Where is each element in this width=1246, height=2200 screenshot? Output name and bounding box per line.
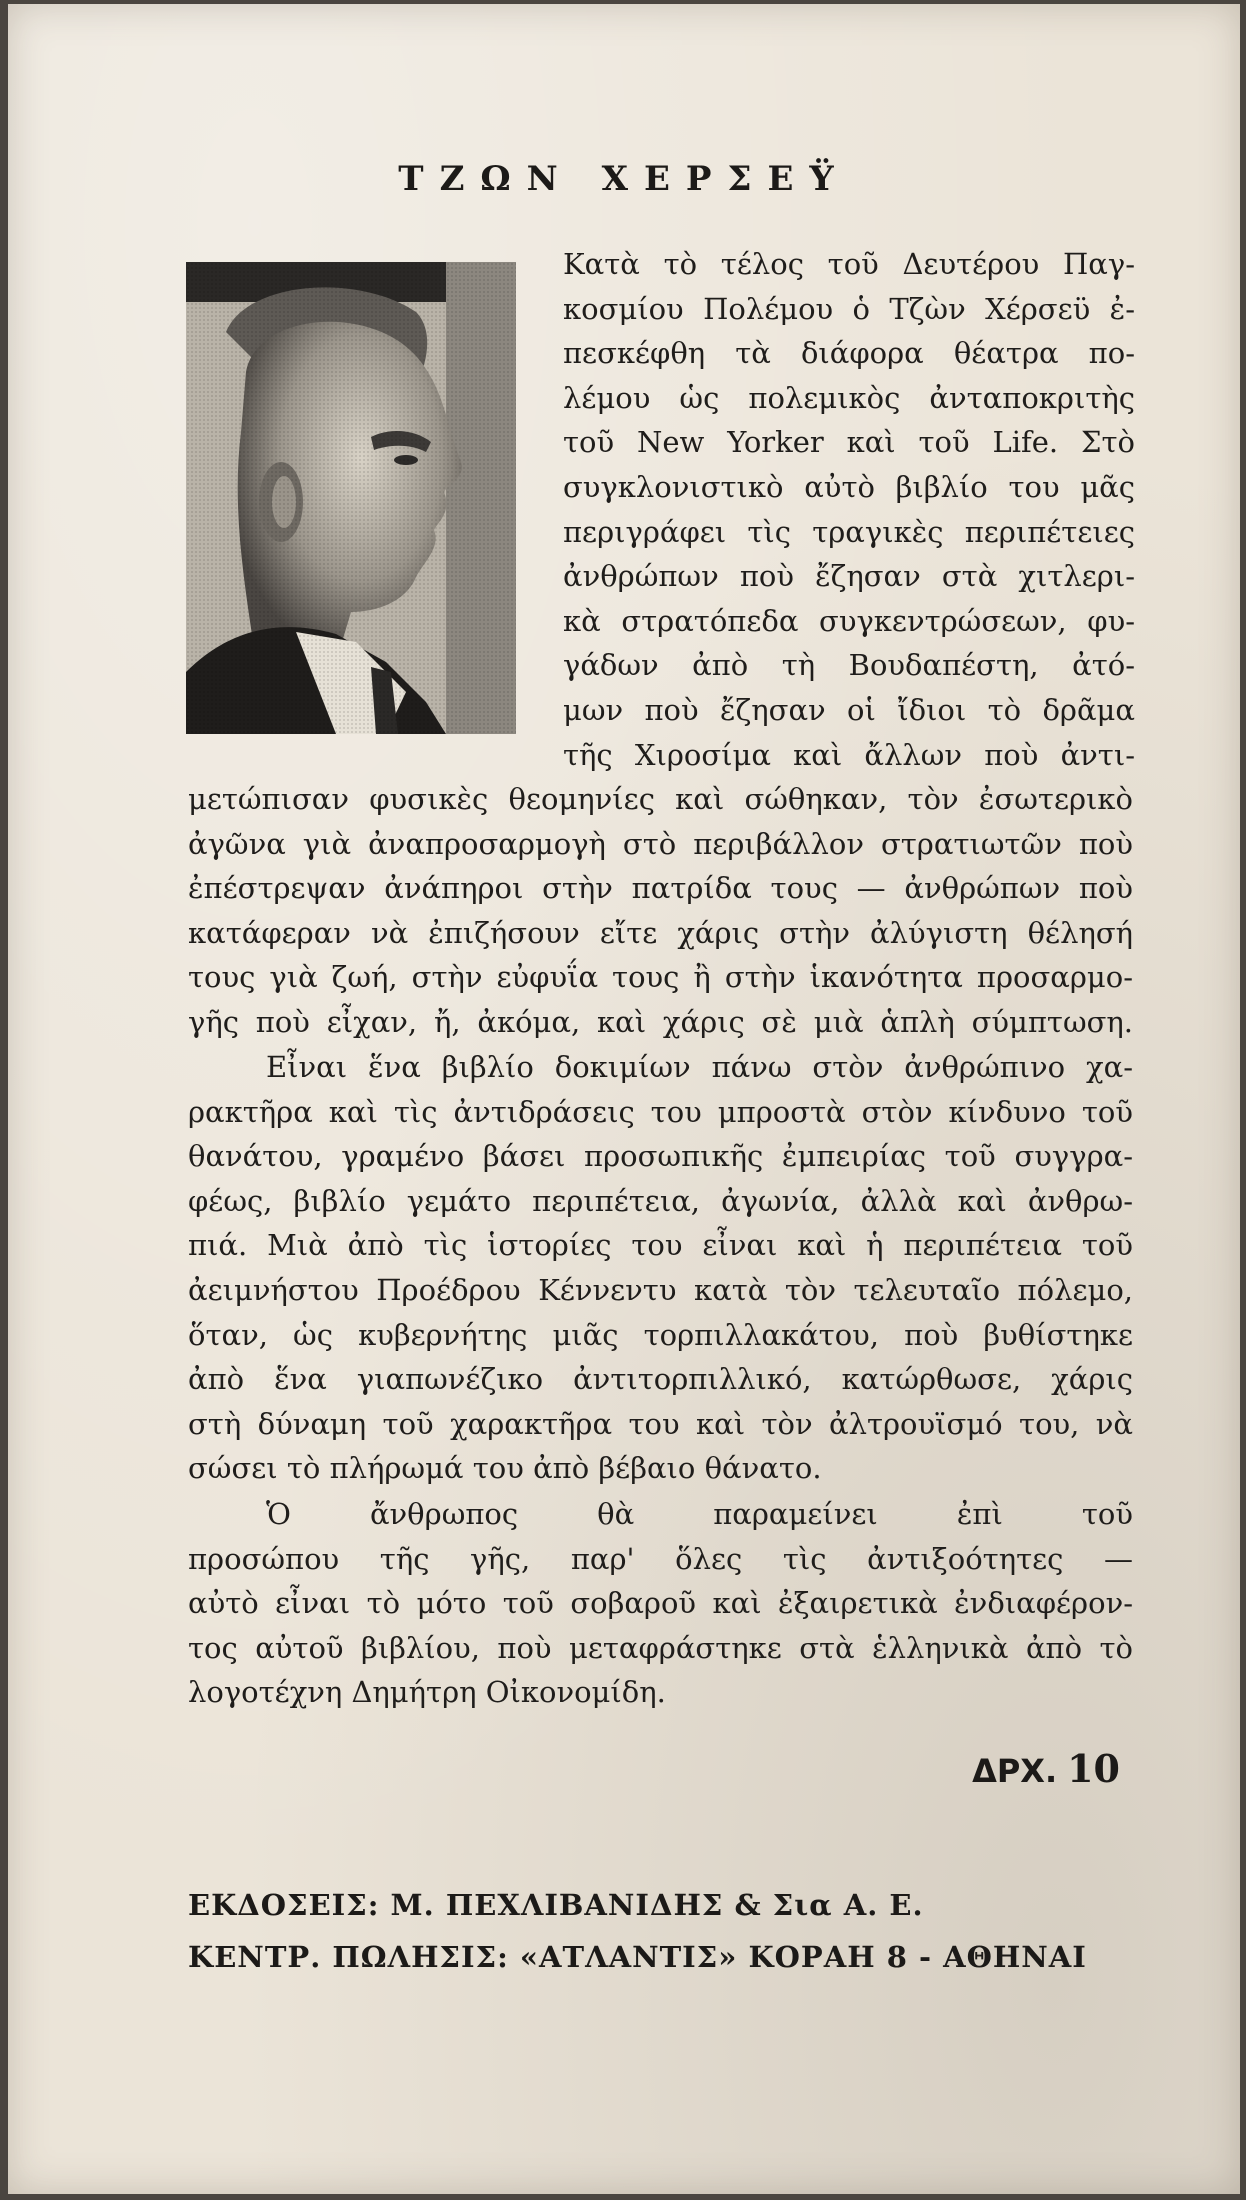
text-line: ἀνθρώπων ποὺ ἔζησαν στὰ χιτλερι- — [563, 559, 1135, 594]
text-line: Ὁ ἄνθρωπος θὰ παραμείνει ἐπὶ τοῦ — [266, 1497, 1133, 1531]
price-label — [972, 1746, 1120, 1791]
text-line: θανάτου, γραμένο βάσει προσωπικῆς ἐμπειρίας τοῦ συγγρα- — [188, 1139, 1133, 1174]
text-line: τος αὐτοῦ βιβλίου, ποὺ μεταφράστηκε στὰ ἑλληνικὰ ἀπὸ τὸ — [188, 1630, 1133, 1665]
text-line: σώσει τὸ πλήρωμά του ἀπὸ βέβαιο θάνατο. — [188, 1451, 822, 1486]
distribution-line: ΚΕΝΤΡ. ΠΩΛΗΣΙΣ: «ΑΤΛΑΝΤΙΣ» ΚΟΡΑΗ 8 - ΑΘΗΝΑΙ — [188, 1940, 1087, 1974]
price-currency: ΔΡΧ. — [972, 1752, 1058, 1790]
text-line: πεσκέφθη τὰ διάφορα θέατρα πο- — [563, 336, 1135, 371]
text-line: κοσμίου Πολέμου ὁ Τζὼν Χέρσεϋ ἐ- — [563, 291, 1135, 326]
text-line: κὰ στρατόπεδα συγκεντρώσεων, φυ- — [563, 603, 1135, 638]
text-line: προσώπου τῆς γῆς, παρ' ὅλες τὶς ἀντιξοότητες — — [188, 1541, 1133, 1576]
text-line: φέως, βιβλίο γεμάτο περιπέτεια, ἀγωνία, ἀλλὰ καὶ ἀνθρω- — [188, 1183, 1133, 1218]
text-line: κατάφεραν νὰ ἐπιζήσουν εἴτε χάρις στὴν ἀλύγιστη θέλησή — [188, 915, 1133, 950]
price-value: 10 — [1067, 1746, 1120, 1791]
text-line: Κατὰ τὸ τέλος τοῦ Δευτέρου Παγ- — [563, 247, 1135, 281]
text-line: πιά. Μιὰ ἀπὸ τὶς ἱστορίες του εἶναι καὶ ἡ περιπέτεια τοῦ — [188, 1228, 1133, 1263]
text-line: περιγράφει τὶς τραγικὲς περιπέτειες — [563, 514, 1135, 549]
author-portrait — [186, 262, 516, 734]
text-line: μων ποὺ ἔζησαν οἱ ἴδιοι τὸ δρᾶμα — [563, 692, 1135, 727]
intro-paragraph — [563, 242, 1135, 777]
text-line: τους γιὰ ζωή, στὴν εὐφυΐα τους ἢ στὴν ἱκανότητα προσαρμο- — [188, 960, 1133, 995]
body-paragraph-3 — [188, 1492, 1133, 1715]
text-line: λογοτέχνη Δημήτρη Οἰκονομίδη. — [188, 1675, 666, 1710]
text-line: γάδων ἀπὸ τὴ Βουδαπέστη, ἀτό- — [563, 648, 1135, 683]
book-back-cover — [8, 4, 1240, 2194]
text-line: Εἶναι ἕνα βιβλίο δοκιμίων πάνω στὸν ἀνθρώπινο χα- — [266, 1050, 1133, 1084]
text-line: ἀειμνήστου Προέδρου Κέννεντυ κατὰ τὸν τελευταῖο πόλεμο, — [188, 1272, 1133, 1307]
text-line: τοῦ New Yorker καὶ τοῦ Life. Στὸ — [563, 425, 1135, 460]
text-line: ἀπὸ ἕνα γιαπωνέζικο ἀντιτορπιλλικό, κατώρθωσε, χάρις — [188, 1362, 1133, 1397]
text-line: στὴ δύναμη τοῦ χαρακτῆρα του καὶ τὸν ἀλτρουϊσμό του, νὰ — [188, 1406, 1133, 1441]
text-line: ἀγῶνα γιὰ ἀναπροσαρμογὴ στὸ περιβάλλον στρατιωτῶν ποὺ — [188, 826, 1133, 861]
text-line: λέμου ὡς πολεμικὸς ἀνταποκριτὴς — [563, 380, 1135, 415]
text-line: τῆς Χιροσίμα καὶ ἄλλων ποὺ ἀντι- — [563, 737, 1135, 772]
text-line: συγκλονιστικὸ αὐτὸ βιβλίο του μᾶς — [563, 469, 1135, 504]
text-line: ὅταν, ὡς κυβερνήτης μιᾶς τορπιλλακάτου, ποὺ βυθίστηκε — [188, 1317, 1133, 1352]
publisher-line: ΕΚΔΟΣΕΙΣ: Μ. ΠΕΧΛΙΒΑΝΙΔΗΣ & Σια Α. Ε. — [188, 1888, 924, 1922]
text-line: γῆς ποὺ εἶχαν, ἤ, ἀκόμα, καὶ χάρις σὲ μιὰ ἁπλὴ σύμπτωση. — [188, 1004, 1133, 1039]
author-title: ΤΖΩΝ ΧΕΡΣΕΫ — [398, 159, 850, 199]
text-line: ἐπέστρεψαν ἀνάπηροι στὴν πατρίδα τους — ἀνθρώπων ποὺ — [188, 871, 1133, 906]
text-line: αὐτὸ εἶναι τὸ μότο τοῦ σοβαροῦ καὶ ἐξαιρετικὰ ἐνδιαφέρον- — [188, 1586, 1133, 1621]
text-line: ρακτῆρα καὶ τὶς ἀντιδράσεις του μπροστὰ στὸν κίνδυνο τοῦ — [188, 1094, 1133, 1129]
body-paragraph-2 — [188, 1045, 1133, 1491]
text-line: μετώπισαν φυσικὲς θεομηνίες καὶ σώθηκαν, τὸν ἐσωτερικὸ — [188, 782, 1133, 816]
body-paragraph-1 — [188, 777, 1133, 1045]
